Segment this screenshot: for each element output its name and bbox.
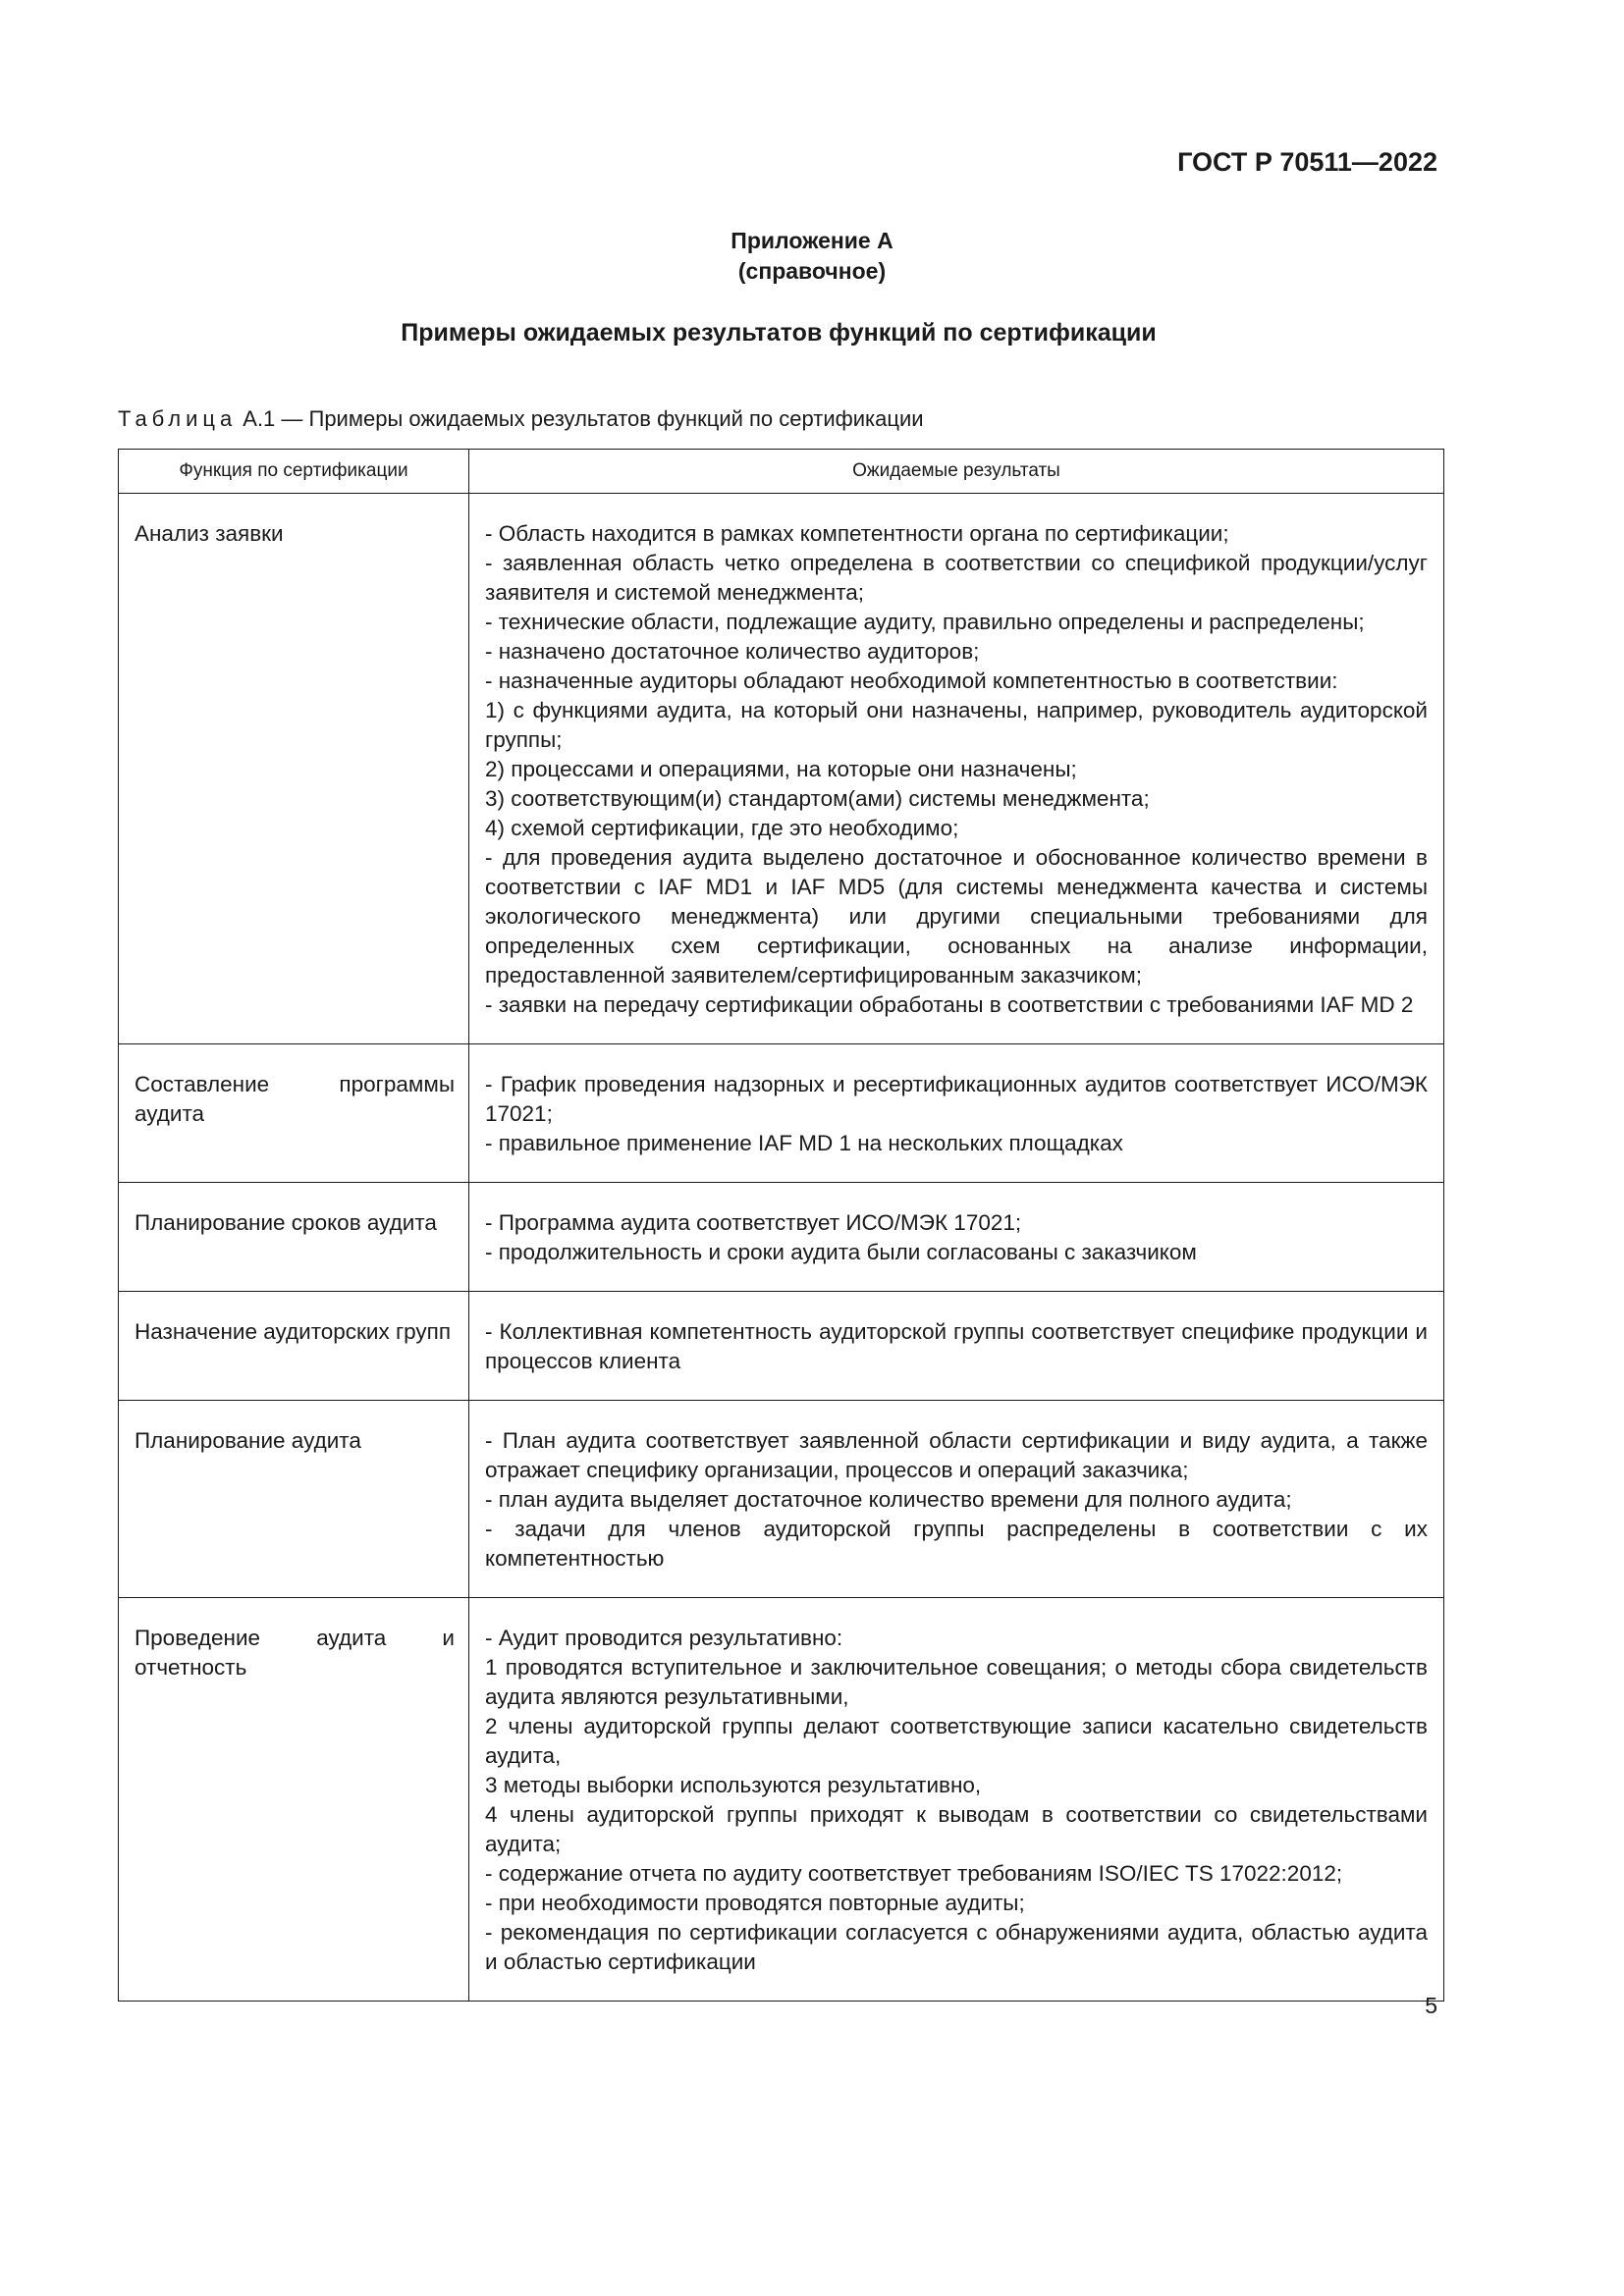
result-item: - Коллективная компетентность аудиторской группы соответствует специфике продукции и процессов клиента [485,1319,1428,1373]
results-cell [469,1401,1444,1598]
function-cell: Планирование аудита [119,1401,469,1598]
result-item: 1) с функциями аудита, на который они назначены, например, руководитель аудиторской группы; [485,698,1428,752]
table-caption-text: А.1 — Примеры ожидаемых результатов функций по сертификации [243,406,924,431]
table-row [119,1183,1444,1292]
result-item: 1 проводятся вступительное и заключительное совещания; о методы сбора свидетельств аудита являются результативными, [485,1655,1428,1709]
table-caption-prefix: Таблица [118,406,238,431]
result-item: - рекомендация по сертификации согласуется с обнаружениями аудита, областью аудита и областью сертификации [485,1920,1428,1974]
main-title: Примеры ожидаемых результатов функций по сертификации [401,319,1157,347]
result-item: - заявки на передачу сертификации обработаны в соответствии с требованиями IAF MD 2 [485,992,1414,1017]
result-item: 4 члены аудиторской группы приходят к выводам в соответствии со свидетельствами аудита; [485,1802,1428,1856]
result-item: - для проведения аудита выделено достаточное и обоснованное количество времени в соответствии с IAF MD1 и IAF MD5 (для системы менеджмента качества и системы экологического менеджмента) или другими специальными требованиями для определенных схем сертификации, основанных на анализе информации, предоставленной заявителем/сертифицированным заказчиком; [485,845,1428,988]
table-body [119,494,1444,2002]
result-item: - График проведения надзорных и ресертификационных аудитов соответствует ИСО/МЭК 17021; [485,1072,1428,1126]
page-number: 5 [1425,1993,1437,2018]
result-item: 3 методы выборки используются результативно, [485,1773,982,1797]
table-row [119,494,1444,1044]
results-cell [469,1183,1444,1292]
table-row [119,1401,1444,1598]
results-cell [469,1598,1444,2002]
result-item: 3) соответствующим(и) стандартом(ами) системы менеджмента; [485,786,1150,811]
column-header-results: Ожидаемые результаты [469,450,1444,494]
result-item: - План аудита соответствует заявленной области сертификации и виду аудита, а также отражает специфику организации, процессов и операций заказчика; [485,1428,1428,1482]
document-code: ГОСТ Р 70511—2022 [1177,147,1437,177]
result-item: - продолжительность и сроки аудита были согласованы с заказчиком [485,1240,1197,1264]
table-header-row [119,450,1444,494]
result-item: - назначенные аудиторы обладают необходимой компетентностью в соответствии: [485,668,1338,693]
result-item: - назначено достаточное количество аудиторов; [485,639,980,664]
result-item: 2 члены аудиторской группы делают соответствующие записи касательно свидетельств аудита, [485,1714,1428,1768]
result-item: 2) процессами и операциями, на которые они назначены; [485,757,1077,781]
result-item: - план аудита выделяет достаточное количество времени для полного аудита; [485,1487,1292,1512]
result-item: - Область находится в рамках компетентности органа по сертификации; [485,521,1229,546]
column-header-function: Функция по сертификации [119,450,469,494]
function-cell: Проведение аудита и отчетность [119,1598,469,2002]
result-item: - Программа аудита соответствует ИСО/МЭК 17021; [485,1210,1022,1235]
table-row [119,1598,1444,2002]
result-item: 4) схемой сертификации, где это необходимо; [485,816,959,840]
table-row [119,1044,1444,1183]
result-item: - заявленная область четко определена в соответствии со спецификой продукции/услуг заявителя и системой менеджмента; [485,551,1428,605]
results-cell [469,1044,1444,1183]
function-cell: Составление программы аудита [119,1044,469,1183]
result-item: - правильное применение IAF MD 1 на нескольких площадках [485,1131,1123,1155]
appendix-title: Приложение А [731,228,893,253]
result-item: - технические области, подлежащие аудиту, правильно определены и распределены; [485,610,1365,634]
results-cell [469,1292,1444,1401]
result-item: - при необходимости проводятся повторные аудиты; [485,1891,1025,1915]
table-row [119,1292,1444,1401]
results-cell [469,494,1444,1044]
result-item: - задачи для членов аудиторской группы распределены в соответствии с их компетентностью [485,1517,1428,1571]
appendix-subtitle: (справочное) [737,258,887,284]
function-cell: Планирование сроков аудита [119,1183,469,1292]
result-item: - содержание отчета по аудиту соответствует требованиям ISO/IEC TS 17022:2012; [485,1861,1343,1886]
function-cell: Назначение аудиторских групп [119,1292,469,1401]
appendix-heading [0,226,1624,287]
results-table [118,449,1444,2002]
table-caption [118,406,924,432]
result-item: - Аудит проводится результативно: [485,1626,843,1650]
function-cell: Анализ заявки [119,494,469,1044]
